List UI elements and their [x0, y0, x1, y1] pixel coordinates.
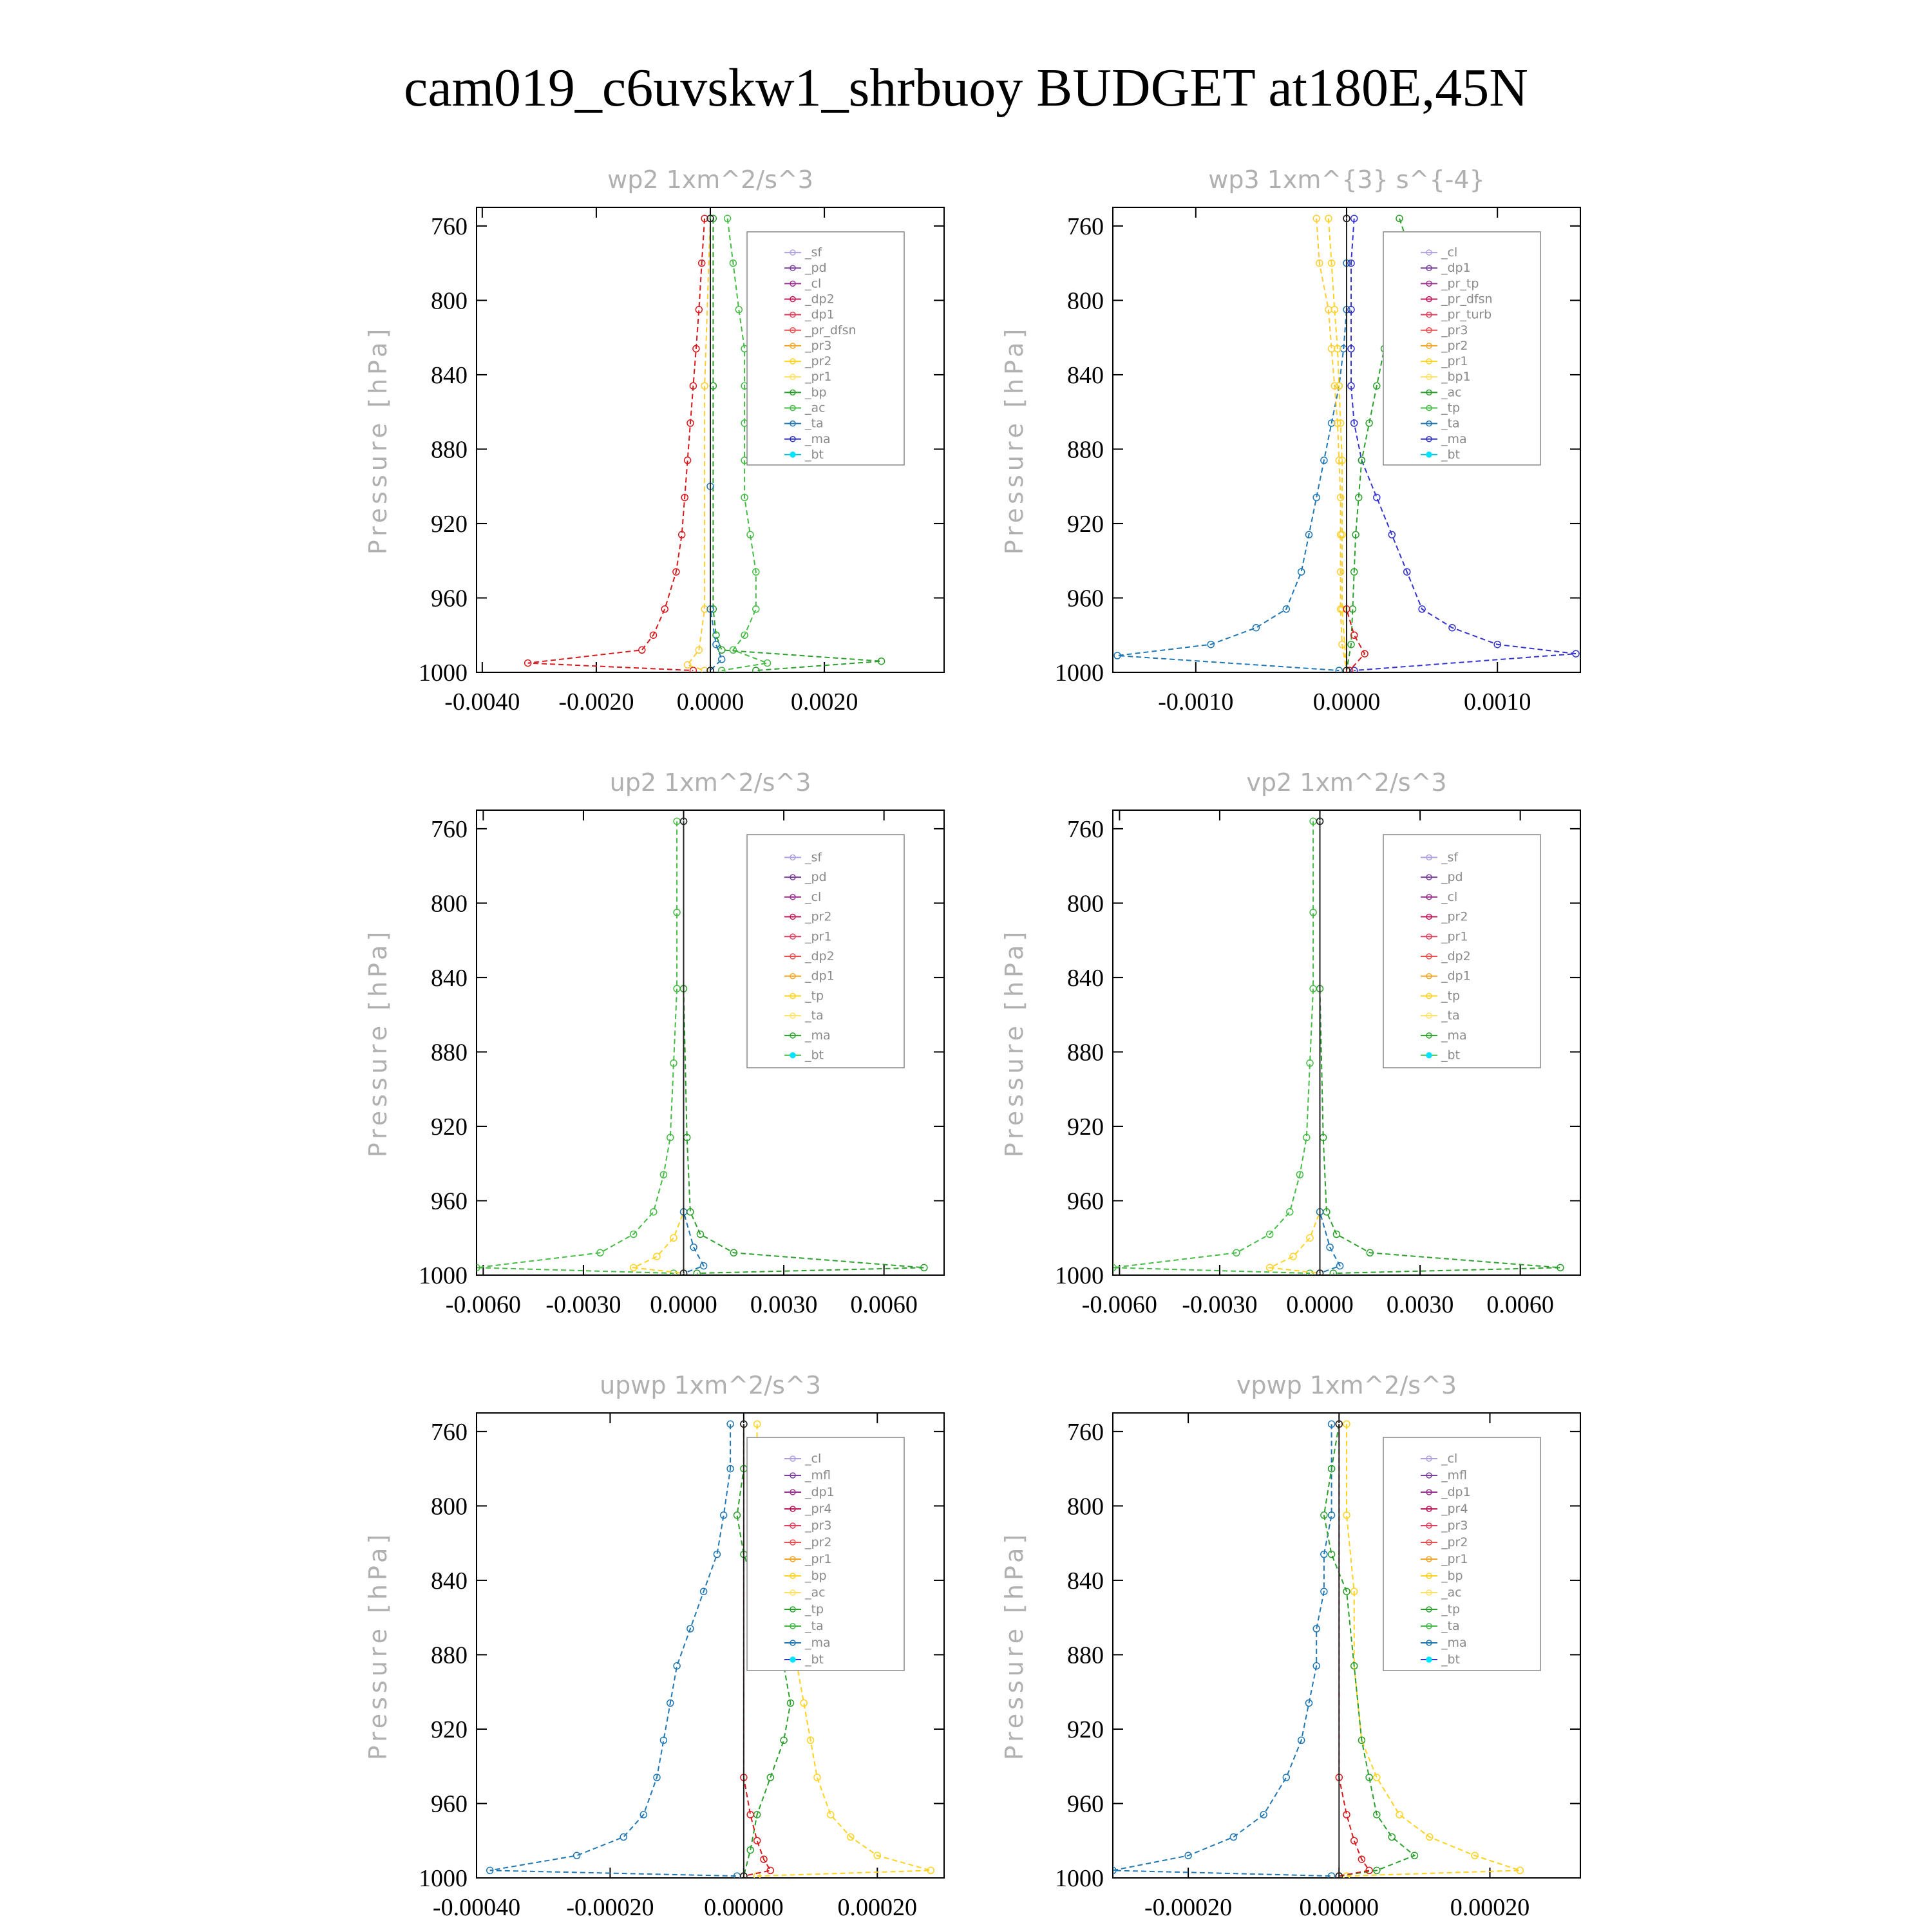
- legend-label: _tp: [805, 1602, 824, 1616]
- legend-label: _ma: [805, 1028, 831, 1043]
- legend-label: _dp2: [805, 292, 835, 307]
- legend-label: _dp1: [805, 307, 835, 322]
- data-point: [1307, 1235, 1313, 1241]
- y-tick-label: 840: [1067, 361, 1104, 389]
- x-tick-label: -0.00040: [432, 1894, 521, 1921]
- x-tick-label: -0.0030: [1182, 1291, 1258, 1318]
- legend-label: _ta: [805, 1009, 824, 1023]
- series-line-pr1: [1270, 821, 1320, 1273]
- x-tick-label: 0.0000: [650, 1291, 717, 1318]
- legend-label: _cl: [805, 889, 822, 904]
- data-point: [1283, 1774, 1289, 1781]
- legend-label: _dp2: [805, 949, 835, 963]
- legend-label: _ma: [1441, 1028, 1467, 1043]
- y-tick-label: 800: [431, 890, 468, 918]
- panel-4: [1000, 768, 1580, 1318]
- legend-label: _pr2: [1441, 909, 1468, 924]
- data-point: [719, 656, 725, 663]
- data-point: [1396, 1812, 1403, 1818]
- y-tick-label: 840: [1067, 1567, 1104, 1595]
- legend-label: _dp2: [1441, 949, 1471, 963]
- y-tick-label: 760: [431, 213, 468, 240]
- legend-label: _pr4: [1441, 1502, 1468, 1516]
- legend-label: _ta: [805, 416, 824, 431]
- series-line-pr1: [1329, 218, 1347, 670]
- legend-label: _sf: [805, 850, 822, 865]
- series-line-tp: [490, 1424, 737, 1876]
- legend-label: _pr4: [805, 1502, 832, 1516]
- data-point: [828, 1812, 834, 1818]
- legend-label: _dp1: [1441, 1485, 1471, 1499]
- y-tick-label: 800: [1067, 287, 1104, 315]
- y-tick-label: 920: [1067, 1716, 1104, 1743]
- legend-label: _dp1: [805, 969, 835, 983]
- legend-label: _pr1: [1441, 1552, 1468, 1566]
- data-point: [1388, 1834, 1395, 1841]
- y-tick-label: 1000: [1055, 1865, 1104, 1892]
- x-tick-label: 0.0010: [1463, 688, 1531, 715]
- y-tick-label: 920: [431, 510, 468, 538]
- y-tick-label: 920: [431, 1716, 468, 1743]
- legend-label: _pr2: [805, 1535, 832, 1549]
- y-tick-label: 800: [1067, 890, 1104, 918]
- x-tick-label: 0.0030: [1386, 1291, 1454, 1318]
- y-tick-label: 960: [431, 585, 468, 612]
- data-point: [1290, 1253, 1296, 1260]
- x-tick-label: -0.0010: [1158, 688, 1234, 715]
- legend-label: _pr3: [805, 338, 832, 353]
- legend-label: _tp: [1441, 401, 1461, 415]
- x-tick-label: 0.0000: [676, 688, 744, 715]
- y-axis-label: Pressure [hPa]: [1000, 1530, 1028, 1761]
- data-point: [685, 661, 691, 668]
- legend: [1383, 1437, 1540, 1671]
- y-axis-label: Pressure [hPa]: [364, 325, 392, 555]
- y-axis-label: Pressure [hPa]: [364, 927, 392, 1158]
- legend-label: _pr1: [805, 929, 832, 944]
- data-point: [639, 647, 645, 653]
- y-tick-label: 760: [1067, 1418, 1104, 1446]
- y-tick-label: 880: [1067, 436, 1104, 464]
- legend-label: _pr1: [1441, 929, 1468, 944]
- data-point: [654, 1253, 660, 1260]
- legend-label: _pr1: [1441, 354, 1468, 369]
- series-line-dp1: [1113, 821, 1313, 1273]
- legend-label: _cl: [805, 276, 822, 291]
- legend-label: _pr1: [805, 370, 832, 384]
- y-axis-label: Pressure [hPa]: [1000, 325, 1028, 555]
- x-tick-label: -0.0030: [545, 1291, 621, 1318]
- legend: [1383, 232, 1540, 465]
- legend-label: _pr_dfsn: [805, 323, 857, 337]
- x-tick-label: 0.0020: [790, 688, 858, 715]
- legend-label: _cl: [1441, 1452, 1458, 1466]
- legend-label: _tp: [1441, 1602, 1461, 1616]
- legend-label: _pr3: [1441, 323, 1468, 337]
- legend-label: _bp: [1441, 1569, 1463, 1583]
- y-tick-label: 760: [1067, 213, 1104, 240]
- x-tick-label: 0.0000: [1286, 1291, 1354, 1318]
- legend-marker: [790, 452, 795, 457]
- data-point: [713, 641, 719, 648]
- x-tick-label: 0.00020: [837, 1894, 918, 1921]
- data-point: [1287, 1209, 1293, 1215]
- legend-label: _tp: [1441, 989, 1461, 1003]
- y-tick-label: 840: [1067, 964, 1104, 992]
- y-tick-label: 760: [1067, 815, 1104, 843]
- legend-label: _ma: [1441, 431, 1467, 446]
- legend-label: _ac: [805, 401, 826, 415]
- y-tick-label: 840: [431, 361, 468, 389]
- data-point: [1351, 1837, 1358, 1844]
- legend-label: _pd: [805, 870, 827, 885]
- y-axis-label: Pressure [hPa]: [364, 1530, 392, 1761]
- legend-label: _ac: [1441, 1586, 1462, 1600]
- panel-title: vp2 1xm^2/s^3: [1246, 768, 1447, 797]
- x-tick-label: -0.0040: [444, 688, 520, 715]
- x-tick-label: -0.0060: [1081, 1291, 1157, 1318]
- panel-title: vpwp 1xm^2/s^3: [1236, 1371, 1457, 1399]
- y-tick-label: 920: [1067, 510, 1104, 538]
- y-tick-label: 960: [1067, 585, 1104, 612]
- x-tick-label: 0.0030: [750, 1291, 818, 1318]
- legend-label: _dp1: [805, 1485, 835, 1499]
- data-point: [754, 1837, 761, 1844]
- legend-marker: [1426, 1657, 1432, 1662]
- legend-label: _bt: [805, 447, 824, 462]
- x-tick-label: -0.0020: [558, 688, 634, 715]
- series-line-dp1: [477, 821, 677, 1273]
- y-tick-label: 960: [1067, 1790, 1104, 1818]
- y-tick-label: 1000: [419, 659, 468, 687]
- data-point: [670, 1235, 677, 1241]
- x-tick-label: 0.0000: [1312, 688, 1381, 715]
- y-tick-label: 880: [431, 436, 468, 464]
- legend-label: _pr_tp: [1441, 276, 1479, 291]
- legend-label: _pd: [805, 261, 827, 276]
- y-tick-label: 880: [1067, 1642, 1104, 1669]
- y-tick-label: 1000: [419, 1262, 468, 1289]
- data-point: [1374, 495, 1380, 501]
- legend: [747, 1437, 904, 1671]
- legend-label: _ma: [805, 1636, 831, 1650]
- legend-label: _bt: [1441, 1653, 1461, 1667]
- y-tick-label: 1000: [419, 1865, 468, 1892]
- x-tick-label: -0.0060: [445, 1291, 521, 1318]
- legend-label: _sf: [805, 245, 822, 260]
- y-tick-label: 1000: [1055, 659, 1104, 687]
- x-tick-label: -0.00020: [566, 1894, 654, 1921]
- y-tick-label: 880: [1067, 1039, 1104, 1066]
- data-point: [574, 1852, 580, 1859]
- panel-title: upwp 1xm^2/s^3: [600, 1371, 821, 1399]
- legend-label: _cl: [1441, 889, 1458, 904]
- panel-2: [1000, 166, 1580, 715]
- y-tick-label: 960: [431, 1790, 468, 1818]
- panel-6: [1000, 1371, 1580, 1921]
- legend-label: _pr2: [805, 909, 832, 924]
- legend-label: _bp: [805, 385, 827, 400]
- legend-label: _pd: [1441, 870, 1463, 885]
- legend-label: _tp: [805, 989, 824, 1003]
- panel-1: [364, 166, 944, 715]
- legend-label: _pr_turb: [1441, 307, 1492, 322]
- legend-label: _bt: [805, 1653, 824, 1667]
- legend-label: _pr_dfsn: [1441, 292, 1493, 307]
- legend-label: _pr3: [805, 1519, 832, 1533]
- y-tick-label: 760: [431, 1418, 468, 1446]
- series-line-dp2: [528, 218, 705, 670]
- series-line-tp: [1113, 1424, 1332, 1876]
- legend-label: _pr2: [805, 354, 832, 369]
- data-point: [620, 1834, 627, 1841]
- y-axis-label: Pressure [hPa]: [1000, 927, 1028, 1158]
- x-tick-label: 0.0060: [1486, 1291, 1554, 1318]
- legend-label: _pr1: [805, 1552, 832, 1566]
- legend-label: _ma: [805, 431, 831, 446]
- legend: [1383, 835, 1540, 1068]
- legend-label: _ac: [805, 1586, 826, 1600]
- legend-label: _ma: [1441, 1636, 1467, 1650]
- y-tick-label: 960: [1067, 1188, 1104, 1215]
- panel-3: [364, 768, 944, 1318]
- data-point: [650, 1209, 657, 1215]
- series-line-pr2: [1316, 218, 1347, 670]
- legend-label: _pr2: [1441, 338, 1468, 353]
- legend-label: _bt: [1441, 447, 1461, 462]
- data-point: [719, 647, 725, 653]
- x-tick-label: -0.00020: [1144, 1894, 1233, 1921]
- legend-label: _cl: [805, 1452, 822, 1466]
- y-tick-label: 880: [431, 1642, 468, 1669]
- y-tick-label: 960: [431, 1188, 468, 1215]
- data-point: [1253, 625, 1260, 631]
- panel-title: wp2 1xm^2/s^3: [607, 166, 813, 194]
- y-tick-label: 840: [431, 964, 468, 992]
- series-line-tp: [1320, 821, 1340, 1273]
- legend: [747, 835, 904, 1068]
- y-tick-label: 800: [431, 1493, 468, 1520]
- y-tick-label: 880: [431, 1039, 468, 1066]
- data-point: [753, 606, 759, 612]
- legend-label: _pr2: [1441, 1535, 1468, 1549]
- legend-label: _bt: [1441, 1048, 1461, 1063]
- legend-label: _ta: [1441, 1009, 1460, 1023]
- panel-title: wp3 1xm^{3} s^{-4}: [1208, 166, 1485, 194]
- legend-label: _cl: [1441, 245, 1458, 260]
- y-tick-label: 840: [431, 1567, 468, 1595]
- legend-label: _bp1: [1441, 370, 1471, 384]
- y-tick-label: 1000: [1055, 1262, 1104, 1289]
- legend-marker: [790, 1053, 795, 1058]
- y-tick-label: 920: [1067, 1113, 1104, 1141]
- panel-title: up2 1xm^2/s^3: [609, 768, 811, 797]
- legend-label: _dp1: [1441, 261, 1471, 276]
- legend-marker: [1426, 1053, 1432, 1058]
- legend-label: _ta: [1441, 1619, 1460, 1633]
- x-tick-label: 0.00020: [1450, 1894, 1530, 1921]
- y-tick-label: 800: [1067, 1493, 1104, 1520]
- x-tick-label: 0.00000: [1299, 1894, 1379, 1921]
- panel-5: [364, 1371, 944, 1921]
- legend-label: _bt: [805, 1048, 824, 1063]
- series-line-tp: [684, 821, 704, 1273]
- legend-label: _ta: [1441, 416, 1460, 431]
- data-point: [1374, 1774, 1380, 1781]
- legend-label: _mfl: [1441, 1468, 1467, 1482]
- legend-label: _ac: [1441, 385, 1462, 400]
- y-tick-label: 760: [431, 815, 468, 843]
- legend-label: _pr3: [1441, 1519, 1468, 1533]
- series-line-ac: [710, 218, 722, 670]
- series-line-tp: [1117, 218, 1347, 670]
- x-tick-label: 0.00000: [704, 1894, 784, 1921]
- legend-marker: [1426, 452, 1432, 457]
- data-point: [814, 1774, 820, 1781]
- legend-label: _dp1: [1441, 969, 1471, 983]
- series-line-pr_dfsn: [1347, 218, 1365, 670]
- series-line-pr2: [688, 218, 710, 670]
- legend-label: _sf: [1441, 850, 1459, 865]
- legend-label: _ta: [805, 1619, 824, 1633]
- page-title: cam019_c6uvskw1_shrbuoy BUDGET at180E,45N: [404, 58, 1528, 118]
- series-line-pr1: [634, 821, 684, 1273]
- x-tick-label: 0.0060: [850, 1291, 918, 1318]
- legend-label: _bp: [805, 1569, 827, 1583]
- legend-marker: [790, 1657, 795, 1662]
- y-tick-label: 800: [431, 287, 468, 315]
- legend: [747, 232, 904, 465]
- legend-label: _mfl: [805, 1468, 831, 1482]
- y-tick-label: 920: [431, 1113, 468, 1141]
